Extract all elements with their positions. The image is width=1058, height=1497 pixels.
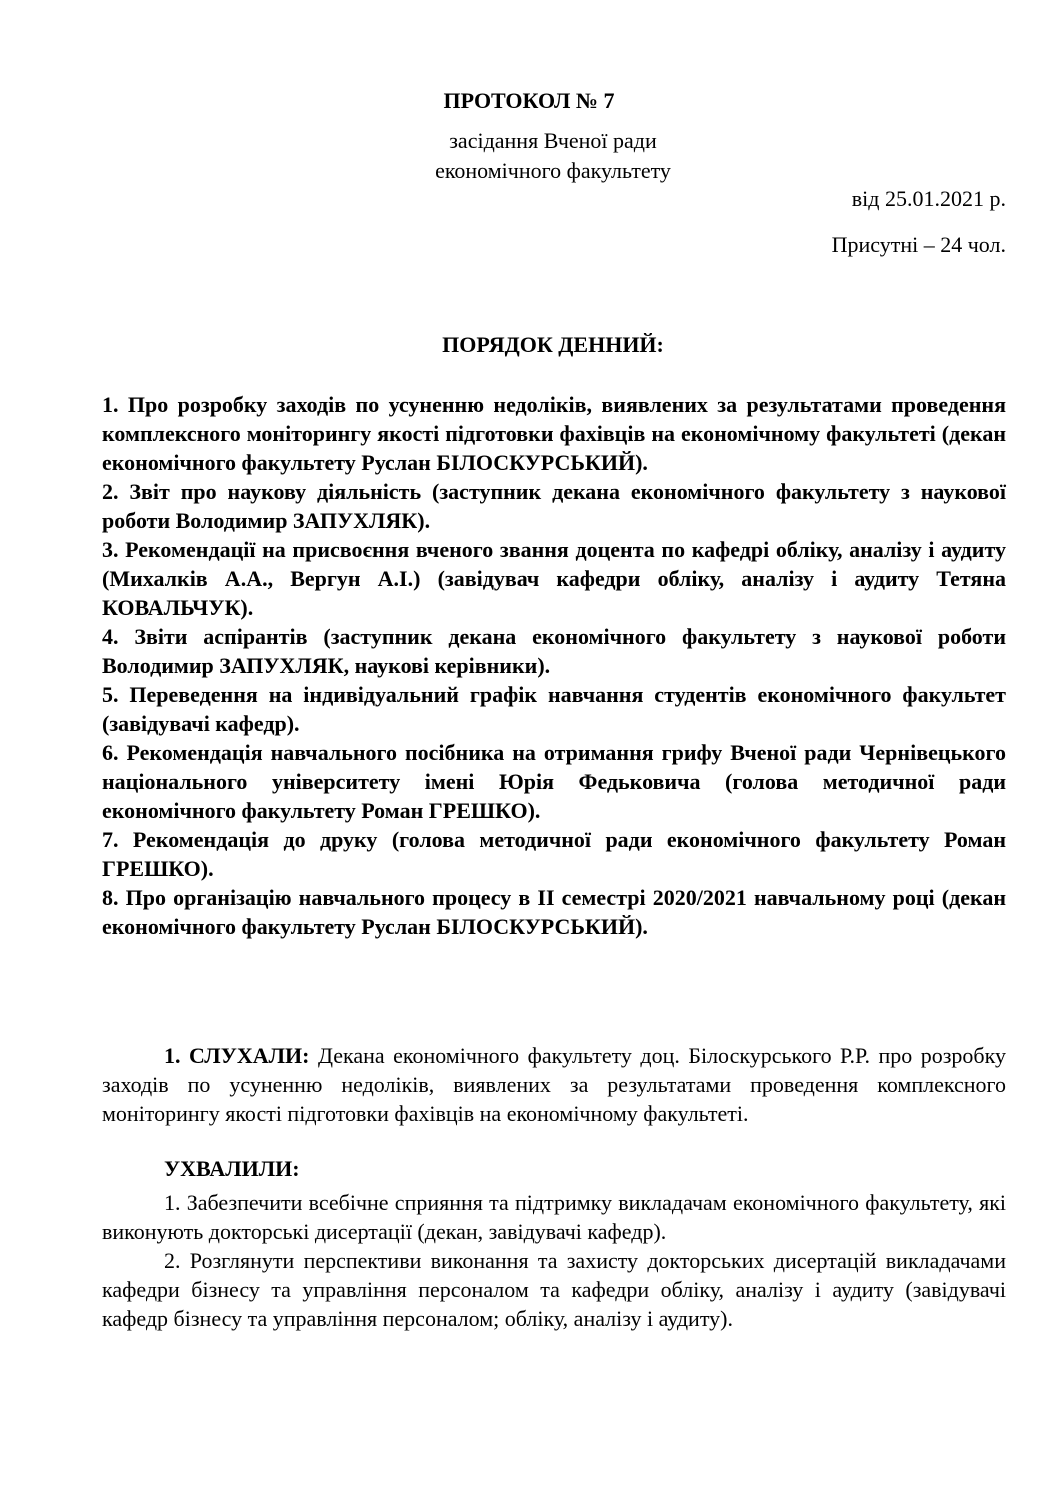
resolved-heading: УХВАЛИЛИ: <box>164 1156 300 1181</box>
protocol-title: ПРОТОКОЛ № 7 <box>443 88 615 113</box>
meeting-subtitle-line1: засідання Вченої ради <box>449 128 657 153</box>
heard-section <box>102 1041 1006 1128</box>
agenda-item: 3. Рекомендації на присвоєння вченого звання доцента по кафедрі обліку, аналізу і аудиту (Михалків А.А., Вергун А.І.) (завідувач кафедри обліку, аналізу і аудиту Тетяна КОВАЛЬЧУК). <box>102 537 1006 620</box>
resolved-item: 2. Розглянути перспективи виконання та захисту докторських дисертацій викладачами кафедри бізнесу та управління персоналом та кафедри обліку, аналізу і аудиту (завідувачі кафедр бізнесу та управління персоналом; обліку, аналізу і аудиту). <box>102 1248 1006 1331</box>
resolved-section <box>102 1188 1006 1333</box>
heard-paragraph <box>102 1041 1006 1128</box>
protocol-date: від 25.01.2021 р. <box>851 186 1006 211</box>
agenda-item: 8. Про організацію навчального процесу в ІІ семестрі 2020/2021 навчальному році (декан економічного факультету Руслан БІЛОСКУРСЬКИЙ). <box>102 885 1006 939</box>
meeting-subtitle-line2: економічного факультету <box>435 158 671 183</box>
agenda-item: 2. Звіт про наукову діяльність (заступник декана економічного факультету з наукової роботи Володимир ЗАПУХЛЯК). <box>102 479 1006 533</box>
agenda-heading: ПОРЯДОК ДЕННИЙ: <box>442 332 664 357</box>
heard-text: Декана економічного факультету доц. Білоскурського Р.Р. про розробку заходів по усуненню недоліків, виявлених за результатами проведення комплексного моніторингу якості підготовки фахівців на економічному факультеті. <box>102 1043 1007 1126</box>
resolved-item: 1. Забезпечити всебічне сприяння та підтримку викладачам економічного факультету, які виконують докторські дисертації (декан, завідувачі кафедр). <box>102 1190 1006 1244</box>
heard-label: 1. СЛУХАЛИ: <box>164 1043 310 1068</box>
agenda-item: 7. Рекомендація до друку (голова методичної ради економічного факультету Роман ГРЕШКО). <box>102 827 1006 881</box>
agenda-item: 6. Рекомендація навчального посібника на отримання грифу Вченої ради Чернівецького національного університету імені Юрія Федьковича (голова методичної ради економічного факультету Роман ГРЕШКО). <box>102 740 1006 823</box>
agenda-list <box>102 390 1006 941</box>
agenda-item: 4. Звіти аспірантів (заступник декана економічного факультету з наукової роботи Володимир ЗАПУХЛЯК, наукові керівники). <box>102 624 1006 678</box>
attendance-count: Присутні – 24 чол. <box>831 232 1006 257</box>
agenda-item: 5. Переведення на індивідуальний графік навчання студентів економічного факультет (завідувачі кафедр). <box>102 682 1006 736</box>
agenda-item: 1. Про розробку заходів по усуненню недоліків, виявлених за результатами проведення комплексного моніторингу якості підготовки фахівців на економічному факультеті (декан економічного факультету Руслан БІЛОСКУРСЬКИЙ). <box>102 392 1006 475</box>
